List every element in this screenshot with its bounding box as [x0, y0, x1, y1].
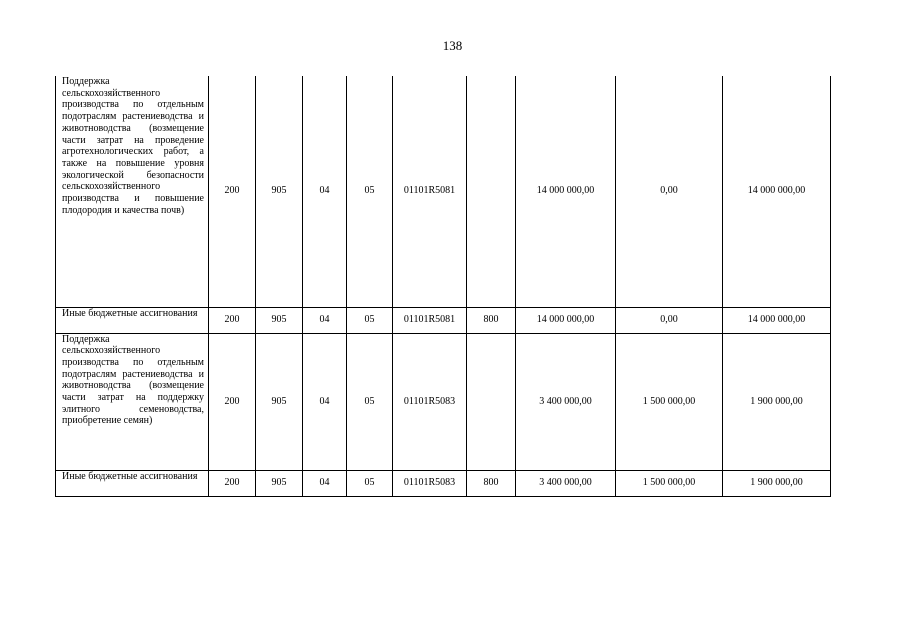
- page-number: 138: [442, 38, 463, 53]
- target-article-cell: 01101R5081: [393, 76, 467, 307]
- ministry-code-cell: 905: [256, 333, 303, 470]
- amount-cell: 14 000 000,00: [723, 76, 831, 307]
- section-cell: 04: [303, 76, 347, 307]
- ministry-code-cell: 905: [256, 76, 303, 307]
- table-row: [56, 307, 831, 333]
- target-article-cell: 01101R5083: [393, 470, 467, 496]
- amount-cell: 1 900 000,00: [723, 333, 831, 470]
- row-name-cell: Поддержка сельскохозяйственного производства по отдельным подотраслям растениеводства и животноводства (возмещение части затрат на поддержку элитного семеноводства, приобретение семян): [56, 333, 209, 470]
- amount-cell: 0,00: [616, 76, 723, 307]
- expense-type-cell: 800: [467, 307, 516, 333]
- amount-cell: 3 400 000,00: [516, 333, 616, 470]
- section-cell: 04: [303, 470, 347, 496]
- table-row: [56, 470, 831, 496]
- admin-code-cell: 200: [209, 333, 256, 470]
- target-article-cell: 01101R5081: [393, 307, 467, 333]
- ministry-code-cell: 905: [256, 470, 303, 496]
- subsection-cell: 05: [347, 307, 393, 333]
- amount-cell: 1 500 000,00: [616, 470, 723, 496]
- subsection-cell: 05: [347, 470, 393, 496]
- amount-cell: 14 000 000,00: [516, 76, 616, 307]
- amount-cell: 1 900 000,00: [723, 470, 831, 496]
- row-name-cell: Поддержка сельскохозяйственного производства по отдельным подотраслям растениеводства и животноводства (возмещение части затрат на проведение агротехнологических работ, а также на повышение уровня экологической безопасности сельскохозяйственного производства и повышение плодородия и качества почв): [56, 76, 209, 307]
- admin-code-cell: 200: [209, 470, 256, 496]
- amount-cell: 0,00: [616, 307, 723, 333]
- amount-cell: 14 000 000,00: [723, 307, 831, 333]
- table-row: [56, 333, 831, 470]
- row-name-cell: Иные бюджетные ассигнования: [56, 307, 209, 333]
- expense-type-cell: [467, 333, 516, 470]
- admin-code-cell: 200: [209, 307, 256, 333]
- section-cell: 04: [303, 307, 347, 333]
- budget-table: [55, 76, 831, 497]
- row-name-cell: Иные бюджетные ассигнования: [56, 470, 209, 496]
- expense-type-cell: 800: [467, 470, 516, 496]
- amount-cell: 3 400 000,00: [516, 470, 616, 496]
- subsection-cell: 05: [347, 333, 393, 470]
- expense-type-cell: [467, 76, 516, 307]
- table-row: [56, 76, 831, 307]
- amount-cell: 14 000 000,00: [516, 307, 616, 333]
- admin-code-cell: 200: [209, 76, 256, 307]
- ministry-code-cell: 905: [256, 307, 303, 333]
- section-cell: 04: [303, 333, 347, 470]
- subsection-cell: 05: [347, 76, 393, 307]
- amount-cell: 1 500 000,00: [616, 333, 723, 470]
- target-article-cell: 01101R5083: [393, 333, 467, 470]
